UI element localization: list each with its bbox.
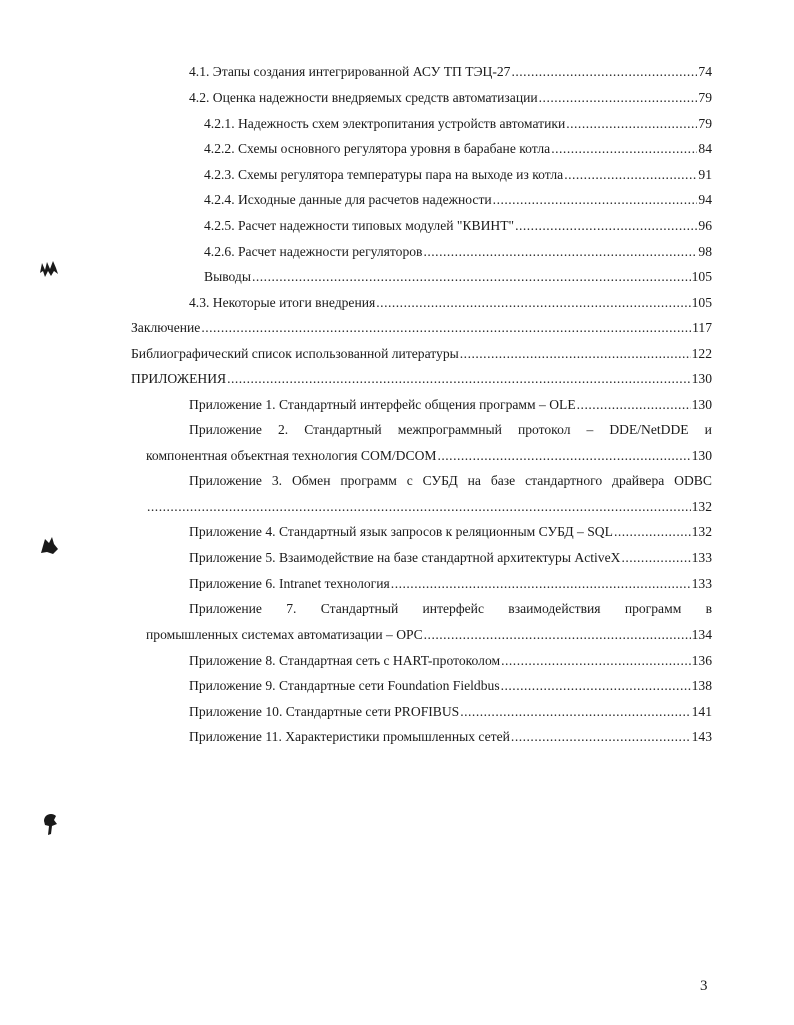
toc-entry-page: 138 [691, 678, 712, 693]
toc-entry-title: компонентная объектная технология COM/DCOM [146, 448, 437, 463]
toc-entry-title: 4.2.4. Исходные данные для расчетов надежности [204, 192, 492, 207]
toc-entry-page: 94 [698, 192, 712, 207]
toc-entry-title: 4.2.1. Надежность схем электропитания устройств автоматики [204, 116, 566, 131]
toc-entry-title: Приложение 6. Intranet технология [189, 576, 390, 591]
toc-entry[interactable] [189, 575, 712, 593]
toc-entry-page: 130 [691, 371, 712, 386]
toc-entry[interactable] [189, 728, 712, 746]
toc-leader-dots [437, 447, 690, 465]
toc-entry-page: 136 [691, 653, 712, 668]
toc-entry[interactable] [189, 652, 712, 670]
toc-word: драйвера [612, 473, 665, 488]
toc-leader-dots [391, 575, 691, 593]
page-number: 3 [700, 978, 708, 994]
toc-entry-page: 130 [691, 397, 712, 412]
toc-entry-title: Приложение 10. Стандартные сети PROFIBUS [189, 704, 460, 719]
toc-entry[interactable] [146, 626, 712, 644]
toc-entry-title: 4.2.6. Расчет надежности регуляторов [204, 244, 423, 259]
toc-entry-page: 122 [691, 346, 712, 361]
toc-word: взаимодействия [508, 601, 601, 616]
toc-leader-dots [551, 140, 697, 158]
toc-entry[interactable] [204, 166, 712, 184]
toc-leader-dots [423, 243, 697, 261]
toc-word: Приложение [189, 601, 262, 616]
toc-entry-page: 133 [691, 576, 712, 591]
toc-leader-dots [252, 268, 691, 286]
toc-entry-title: Приложение 1. Стандартный интерфейс общения программ – OLE [189, 397, 576, 412]
toc-entry-page: 117 [692, 320, 712, 335]
toc-entry-title: Приложение 4. Стандартный язык запросов к реляционным СУБД – SQL [189, 524, 613, 539]
toc-word: программ [340, 473, 397, 488]
toc-entry[interactable] [204, 268, 712, 286]
toc-entry-title: Приложение 9. Стандартные сети Foundation Fieldbus [189, 678, 500, 693]
toc-word: протокол [517, 422, 571, 437]
toc-leader-dots [566, 115, 697, 133]
toc-word: 7. [286, 601, 297, 616]
toc-leader-dots [460, 345, 691, 363]
toc-entry-page: 130 [691, 448, 712, 463]
toc-leader-dots [501, 677, 691, 695]
toc-word: Приложение [189, 422, 262, 437]
toc-entry-title: 4.2.5. Расчет надежности типовых модулей "КВИНТ" [204, 218, 515, 233]
toc-entry[interactable] [204, 115, 712, 133]
toc-word: 3. [271, 473, 283, 488]
toc-word: программ [624, 601, 682, 616]
scan-blot-2 [38, 535, 60, 557]
toc-entry-page: 143 [691, 729, 712, 744]
toc-word: DDE/NetDDE [609, 422, 689, 437]
toc-word: – [586, 422, 594, 437]
toc-entry-title: Выводы [204, 269, 251, 284]
toc-leader-dots [424, 626, 691, 644]
toc-entry-page: 133 [691, 550, 712, 565]
toc-leader-dots [515, 217, 697, 235]
toc-entry[interactable] [204, 140, 712, 158]
toc-leader-dots [376, 294, 690, 312]
toc-entry-justified-line[interactable] [189, 600, 712, 618]
scan-blot-1 [38, 259, 60, 279]
toc-word: Обмен [291, 473, 331, 488]
toc-entry-title: Библиографический список использованной литературы [131, 346, 459, 361]
toc-entry[interactable] [189, 89, 712, 107]
toc-entry-title: Приложение 8. Стандартная сеть с HART-протоколом [189, 653, 501, 668]
toc-entry-page: 141 [691, 704, 712, 719]
toc-word: межпрограммный [397, 422, 502, 437]
toc-leader-dots [511, 728, 691, 746]
toc-leader-dots [564, 166, 697, 184]
toc-word: ODBC [674, 473, 712, 488]
toc-word: в [705, 601, 712, 616]
toc-entry-title: 4.2. Оценка надежности внедряемых средств автоматизации [189, 90, 538, 105]
toc-word: интерфейс [422, 601, 484, 616]
toc-leader-dots [511, 63, 697, 81]
toc-entry-page: 79 [698, 116, 712, 131]
toc-leader-dots [577, 396, 691, 414]
toc-leader-dots [147, 498, 691, 516]
toc-entry[interactable] [189, 549, 712, 567]
toc-word: с [406, 473, 413, 488]
toc-entry[interactable] [131, 319, 712, 337]
toc-entry[interactable] [204, 243, 712, 261]
toc-entry-title: Приложение 5. Взаимодействие на базе стандартной архитектуры ActiveX [189, 550, 621, 565]
toc-leader-dots [227, 370, 691, 388]
toc-word: и [704, 422, 712, 437]
toc-entry-page: 98 [698, 244, 712, 259]
toc-entry[interactable] [189, 63, 712, 81]
toc-entry[interactable] [189, 703, 712, 721]
toc-word: на [467, 473, 481, 488]
toc-entry[interactable] [131, 370, 712, 388]
toc-word: Стандартный [304, 422, 382, 437]
toc-entry-page: 96 [698, 218, 712, 233]
toc-entry-title: 4.1. Этапы создания интегрированной АСУ ТП ТЭЦ-27 [189, 64, 511, 79]
toc-leader-dots [614, 523, 691, 541]
toc-entry[interactable] [146, 498, 712, 516]
toc-entry-title: ПРИЛОЖЕНИЯ [131, 371, 227, 386]
toc-entry[interactable] [146, 447, 712, 465]
toc-entry[interactable] [189, 677, 712, 695]
toc-entry-title: 4.3. Некоторые итоги внедрения [189, 295, 376, 310]
toc-entry-title: Заключение [131, 320, 201, 335]
toc-word: 2. [277, 422, 289, 437]
toc-word: СУБД [422, 473, 458, 488]
toc-entry-title: 4.2.3. Схемы регулятора температуры пара на выходе из котла [204, 167, 564, 182]
toc-word: Стандартный [320, 601, 399, 616]
toc-entry-page: 132 [691, 524, 712, 539]
toc-entry-justified-line[interactable] [189, 472, 712, 490]
toc-entry[interactable] [204, 191, 712, 209]
toc-entry-title: 4.2.2. Схемы основного регулятора уровня в барабане котла [204, 141, 551, 156]
toc-entry[interactable] [131, 345, 712, 363]
toc-entry-page: 84 [698, 141, 712, 156]
toc-entry-page: 91 [698, 167, 712, 182]
toc-entry-page: 132 [691, 499, 712, 514]
scan-blot-3 [40, 811, 60, 837]
toc-entry-title: Приложение 11. Характеристики промышленных сетей [189, 729, 510, 744]
toc-leader-dots [539, 89, 698, 107]
toc-leader-dots [201, 319, 691, 337]
toc-entry[interactable] [204, 217, 712, 235]
toc-word: базе [490, 473, 516, 488]
toc-entry-page: 79 [698, 90, 712, 105]
toc-leader-dots [621, 549, 690, 567]
toc-entry-page: 134 [691, 627, 712, 642]
toc-entry[interactable] [189, 396, 712, 414]
toc-entry[interactable] [189, 523, 712, 541]
toc-entry-justified-line[interactable] [189, 421, 712, 439]
toc-word: стандартного [525, 473, 603, 488]
toc-leader-dots [501, 652, 691, 670]
toc-leader-dots [460, 703, 690, 721]
toc-entry-page: 105 [691, 295, 712, 310]
toc-entry-title: промышленных системах автоматизации – OPC [146, 627, 423, 642]
toc-leader-dots [493, 191, 698, 209]
toc-entry[interactable] [189, 294, 712, 312]
toc-entry-page: 74 [698, 64, 712, 79]
toc-entry-page: 105 [691, 269, 712, 284]
toc-word: Приложение [189, 473, 262, 488]
